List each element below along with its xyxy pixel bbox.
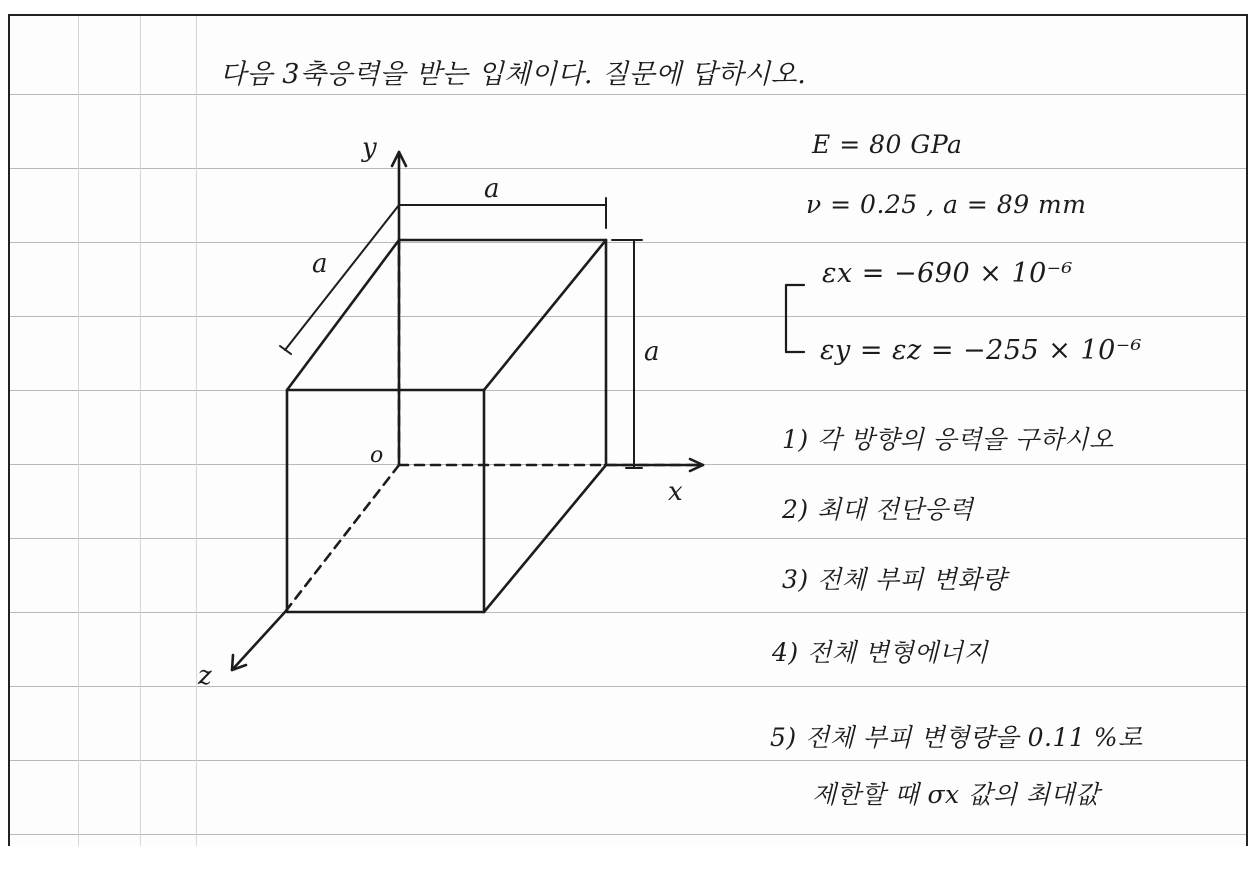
given-strain-x: εx = −690 × 10⁻⁶ xyxy=(822,258,1073,289)
origin-label: o xyxy=(370,443,384,468)
question-3: 3) 전체 부피 변화량 xyxy=(782,565,1007,594)
edge-label-height: a xyxy=(644,337,660,367)
question-5: 5) 전체 부피 변형량을 0.11 %로 xyxy=(770,723,1143,752)
edge-label-top: a xyxy=(484,174,500,204)
question-2: 2) 최대 전단응력 xyxy=(782,495,974,524)
margin-line xyxy=(140,16,141,846)
axis-label-y: y xyxy=(362,133,377,163)
instruction-text: 다음 3축응력을 받는 입체이다. 질문에 답하시오. xyxy=(220,59,807,90)
question-1: 1) 각 방향의 응력을 구하시오 xyxy=(782,425,1114,454)
given-poisson-and-size: ν = 0.25 , a = 89 mm xyxy=(806,190,1087,219)
axis-label-x: x xyxy=(668,477,683,507)
edge-label-depth: a xyxy=(312,249,328,279)
given-strain-yz: εy = εz = −255 × 10⁻⁶ xyxy=(820,335,1142,366)
given-modulus: E = 80 GPa xyxy=(812,130,963,159)
margin-line xyxy=(78,16,79,846)
axis-label-z: z xyxy=(198,661,212,691)
question-5-continued: 제한할 때 σx 값의 최대값 xyxy=(812,780,1100,809)
question-4: 4) 전체 변형에너지 xyxy=(772,638,989,667)
margin-line xyxy=(196,16,197,846)
